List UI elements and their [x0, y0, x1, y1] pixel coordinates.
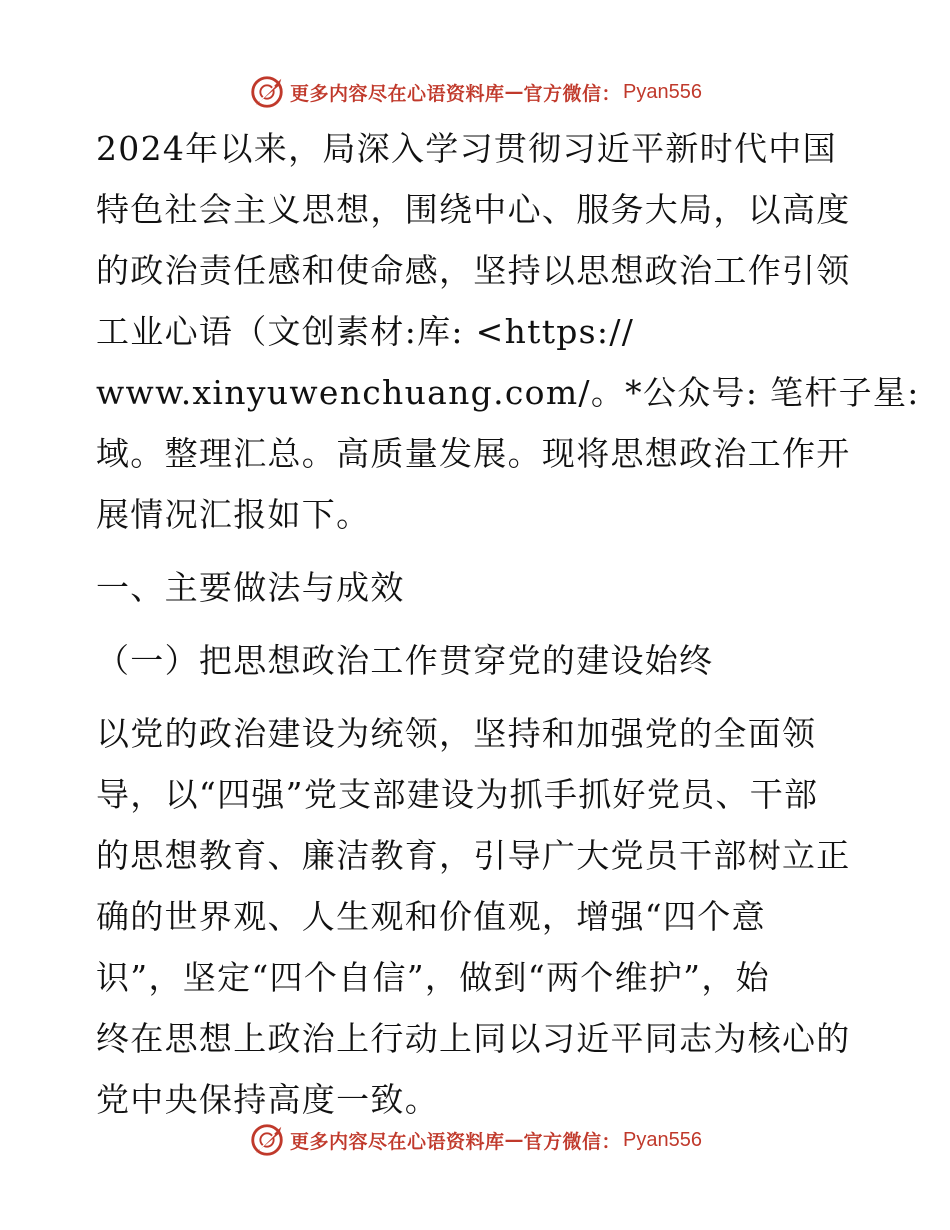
paragraph-body [96, 703, 856, 1130]
text-line: 的思想教育、廉洁教育，引导广大党员干部树立正 [96, 836, 851, 875]
subsection-heading: （一）把思想政治工作贯穿党的建设始终 [96, 641, 714, 680]
footer-watermark-banner [0, 1120, 950, 1160]
text-line: 展情况汇报如下。 [96, 495, 371, 534]
banner-contact: 官方微信： [523, 1130, 622, 1153]
document-body [96, 118, 920, 1130]
paragraph-intro [96, 118, 920, 545]
text-line: 2024年以来，局深入学习贯彻习近平新时代中国 [96, 129, 837, 168]
section-heading: 一、主要做法与成效 [96, 568, 405, 607]
logo-icon [248, 1121, 286, 1159]
banner-text: 更多内容尽在心语资料库 [290, 1130, 505, 1153]
text-line: 域。整理汇总。高质量发展。现将思想政治工作开 [96, 434, 851, 473]
header-watermark-banner [0, 72, 950, 112]
text-line: 以党的政治建设为统领，坚持和加强党的全面领 [96, 714, 817, 753]
banner-text: 更多内容尽在心语资料库 [290, 82, 505, 105]
banner-dash: — [504, 1129, 524, 1151]
banner-dash: — [504, 81, 524, 103]
text-line: www.xinyuwenchuang.com/。*公众号: 笔杆子星: [96, 373, 920, 412]
banner-wechat-id: Pyan556 [623, 80, 702, 103]
text-line: 工业心语（文创素材:库: <https:// [96, 312, 635, 351]
banner-wechat-id: Pyan556 [623, 1128, 702, 1151]
text-line: 确的世界观、人生观和价值观，增强“四个意 [96, 897, 766, 936]
logo-icon [248, 73, 286, 111]
text-line: 特色社会主义思想，围绕中心、服务大局，以高度 [96, 190, 851, 229]
text-line: 终在思想上政治上行动上同以习近平同志为核心的 [96, 1019, 851, 1058]
text-line: 党中央保持高度一致。 [96, 1080, 439, 1119]
text-line: 识”，坚定“四个自信”，做到“两个维护”，始 [96, 958, 770, 997]
banner-contact: 官方微信： [523, 82, 622, 105]
text-line: 的政治责任感和使命感，坚持以思想政治工作引领 [96, 251, 851, 290]
text-line: 导，以“四强”党支部建设为抓手抓好党员、干部 [96, 775, 819, 814]
